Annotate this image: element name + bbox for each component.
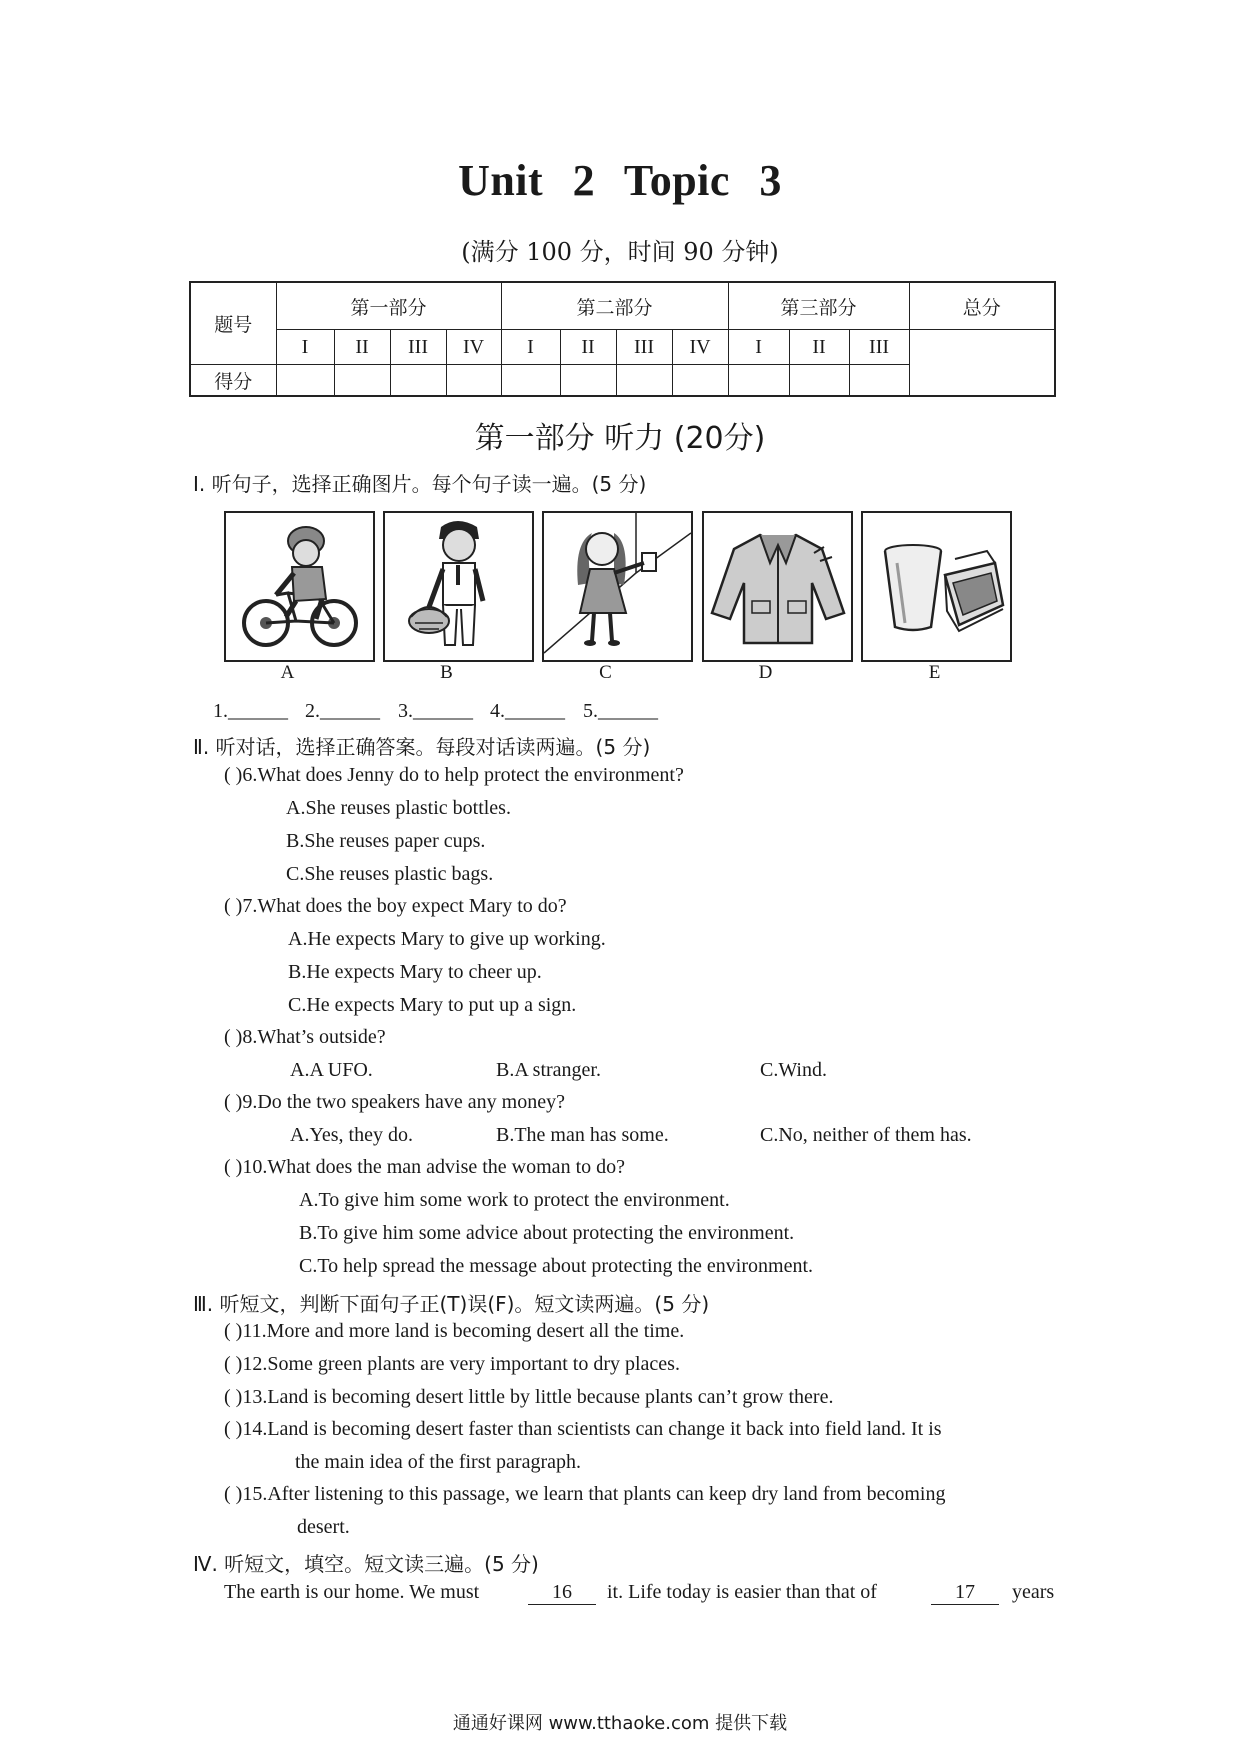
part1-heading: 第一部分 听力 (20分): [474, 421, 766, 456]
score-cell[interactable]: [276, 365, 334, 397]
picture-label-b: B: [440, 662, 453, 683]
q10-option-b: B.To give him some advice about protecting the environment.: [299, 1222, 795, 1244]
score-table: [189, 281, 1056, 397]
question-15-cont: desert.: [297, 1516, 350, 1538]
score-cell[interactable]: [789, 365, 849, 397]
boy-with-basket-icon: [385, 513, 532, 660]
cup-and-food-box-icon: [863, 513, 1010, 660]
score-col: III: [616, 330, 672, 365]
score-cell[interactable]: [390, 365, 446, 397]
q10-option-a: A.To give him some work to protect the environment.: [299, 1189, 730, 1211]
q7-option-a: A.He expects Mary to give up working.: [288, 928, 606, 950]
score-cell[interactable]: [334, 365, 390, 397]
picture-label-e: E: [928, 662, 941, 683]
section1-heading: Ⅰ. 听句子，选择正确图片。每个句子读一遍。(5 分): [193, 472, 647, 496]
score-col: I: [501, 330, 560, 365]
passage-text-3: years: [1012, 1581, 1055, 1603]
question-8: ( )8.What’s outside?: [224, 1026, 386, 1048]
jacket-icon: [704, 513, 851, 660]
picture-label-d: D: [758, 662, 773, 683]
q7-option-c: C.He expects Mary to put up a sign.: [288, 994, 577, 1016]
picture-label-c: C: [599, 662, 612, 683]
blank-16[interactable]: [528, 1581, 596, 1605]
score-col: III: [849, 330, 909, 365]
answer-blank-2[interactable]: 2.______: [305, 700, 380, 722]
answer-blank-4[interactable]: 4.______: [490, 700, 565, 722]
question-13: ( )13.Land is becoming desert little by little because plants can’t grow there.: [224, 1386, 834, 1408]
question-15: ( )15.After listening to this passage, we learn that plants can keep dry land from becoming: [224, 1483, 946, 1505]
q9-option-a: A.Yes, they do.: [290, 1124, 413, 1146]
score-col: I: [728, 330, 789, 365]
score-col: II: [334, 330, 390, 365]
question-10: ( )10.What does the man advise the woman to do?: [224, 1156, 625, 1178]
q6-option-c: C.She reuses plastic bags.: [286, 863, 494, 885]
question-9: ( )9.Do the two speakers have any money?: [224, 1091, 565, 1113]
score-col: IV: [672, 330, 728, 365]
blank-17-label: 17: [931, 1581, 999, 1605]
q8-option-c: C.Wind.: [760, 1059, 827, 1081]
score-col: IV: [446, 330, 501, 365]
score-cell[interactable]: [501, 365, 560, 397]
question-7: ( )7.What does the boy expect Mary to do?: [224, 895, 567, 917]
answer-blank-1[interactable]: 1.______: [213, 700, 288, 722]
section2-heading: Ⅱ. 听对话，选择正确答案。每段对话读两遍。(5 分): [193, 735, 651, 759]
picture-b: [383, 511, 534, 662]
page-footer: 通通好课网 www.tthaoke.com 提供下载: [452, 1713, 788, 1734]
score-col: II: [560, 330, 616, 365]
picture-d: [702, 511, 853, 662]
q10-option-c: C.To help spread the message about protecting the environment.: [299, 1255, 814, 1277]
score-cell[interactable]: [728, 365, 789, 397]
score-cell[interactable]: [560, 365, 616, 397]
score-cell[interactable]: [672, 365, 728, 397]
question-14-cont: the main idea of the first paragraph.: [295, 1451, 581, 1473]
question-6: ( )6.What does Jenny do to help protect the environment?: [224, 764, 684, 786]
score-cell[interactable]: [849, 365, 909, 397]
q6-option-b: B.She reuses paper cups.: [286, 830, 486, 852]
score-table-part2: 第二部分: [501, 282, 728, 330]
q7-option-b: B.He expects Mary to cheer up.: [288, 961, 542, 983]
score-col: II: [789, 330, 849, 365]
picture-a: [224, 511, 375, 662]
question-14: ( )14.Land is becoming desert faster than scientists can change it back into field land. It is: [224, 1418, 942, 1440]
score-cell-total[interactable]: [909, 330, 1055, 397]
section4-heading: Ⅳ. 听短文，填空。短文读三遍。(5 分): [193, 1552, 539, 1576]
question-12: ( )12.Some green plants are very important to dry places.: [224, 1353, 680, 1375]
q9-option-b: B.The man has some.: [496, 1124, 669, 1146]
score-cell[interactable]: [446, 365, 501, 397]
q9-option-c: C.No, neither of them has.: [760, 1124, 972, 1146]
girl-at-light-switch-icon: [544, 513, 691, 660]
page-title: Unit 2 Topic 3: [458, 156, 782, 205]
question-11: ( )11.More and more land is becoming desert all the time.: [224, 1320, 685, 1342]
score-cell[interactable]: [616, 365, 672, 397]
score-table-part3: 第三部分: [728, 282, 909, 330]
q8-option-b: B.A stranger.: [496, 1059, 601, 1081]
page-subtitle: (满分 100 分，时间 90 分钟): [461, 238, 779, 266]
answer-blank-3[interactable]: 3.______: [398, 700, 473, 722]
blank-17[interactable]: [931, 1581, 999, 1605]
blank-16-label: 16: [528, 1581, 596, 1605]
score-col: III: [390, 330, 446, 365]
score-table-total: 总分: [909, 282, 1055, 330]
passage-text-1: The earth is our home. We must: [224, 1581, 480, 1603]
passage-text-2: it. Life today is easier than that of: [607, 1581, 877, 1603]
q8-option-a: A.A UFO.: [290, 1059, 373, 1081]
answer-blank-5[interactable]: 5.______: [583, 700, 658, 722]
section3-heading: Ⅲ. 听短文，判断下面句子正(T)误(F)。短文读两遍。(5 分): [193, 1292, 710, 1316]
score-col: I: [276, 330, 334, 365]
q6-option-a: A.She reuses plastic bottles.: [286, 797, 511, 819]
score-table-header-number: 题号: [190, 282, 276, 365]
picture-e: [861, 511, 1012, 662]
score-table-part1: 第一部分: [276, 282, 501, 330]
picture-c: [542, 511, 693, 662]
score-table-header-score: 得分: [190, 365, 276, 397]
boy-on-bicycle-icon: [226, 513, 373, 660]
picture-label-a: A: [280, 662, 295, 683]
